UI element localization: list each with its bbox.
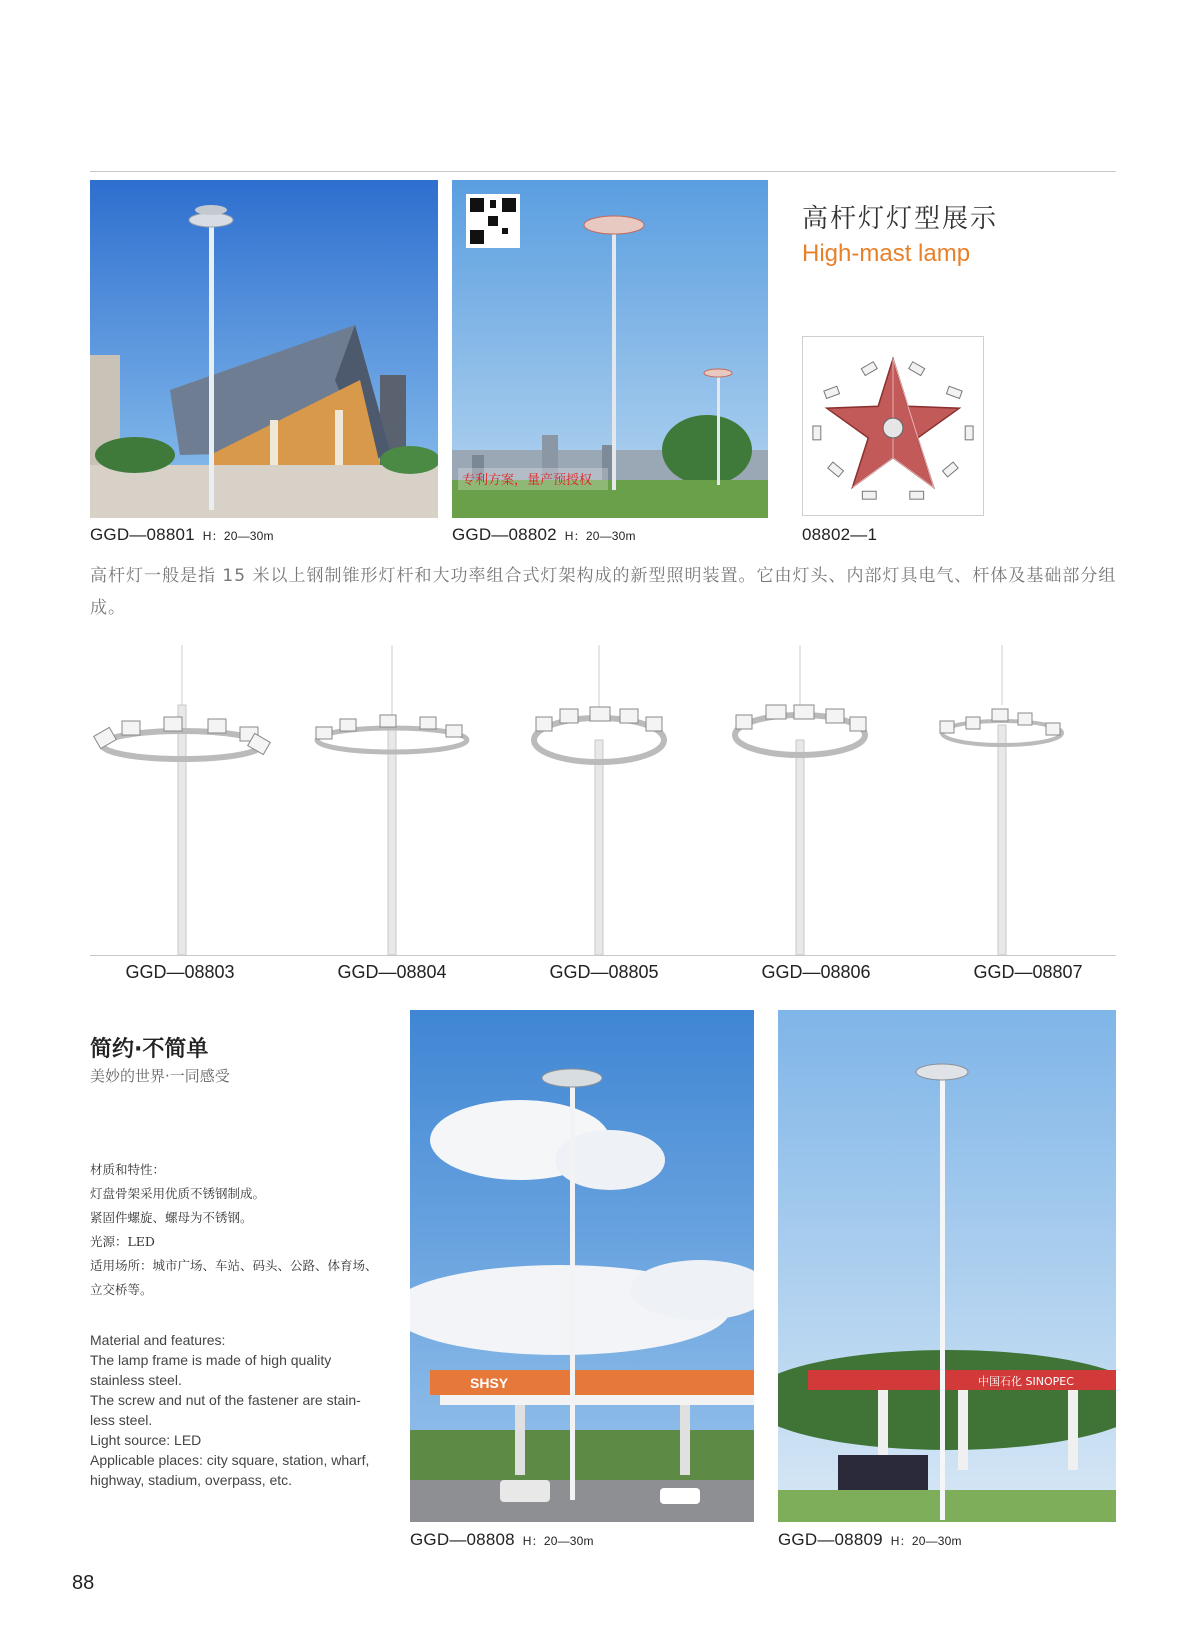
model-label-ggd-08808: GGD—08808 H：20—30m (410, 1530, 594, 1549)
slogan-title: 简约·不简单 (90, 1037, 209, 1062)
photo-ggd-08808 (410, 1010, 754, 1522)
model-label-ggd-08802: GGD—08802 H：20—30m (452, 525, 636, 544)
photo-ggd-08801 (90, 180, 438, 518)
features-cn-line: 灯盘骨架采用优质不锈钢制成。 (90, 1186, 266, 1201)
lamp-row (90, 645, 1116, 955)
features-cn-line: 紧固件螺旋、螺母为不锈钢。 (90, 1210, 253, 1225)
model-label-ggd-08809: GGD—08809 H：20—30m (778, 1530, 962, 1549)
photo-ggd-08802 (452, 180, 768, 518)
lamp-row-rule (90, 955, 1116, 956)
photo-banner-text: 专利方案，量产预授权 (462, 473, 593, 488)
features-en-line: less steel. (90, 1412, 153, 1428)
lamp-render-ggd-08803 (94, 645, 271, 955)
features-en-line: stainless steel. (90, 1372, 182, 1388)
slogan-subtitle: 美妙的世界·一同感受 (90, 1067, 230, 1085)
model-label-ggd-08801: GGD—08801 H：20—30m (90, 525, 274, 544)
lamp-label-ggd-08803: GGD—08803 (125, 962, 235, 982)
page-number: 88 (72, 1572, 95, 1594)
station-sign-sinopec: 中国石化 SINOPEC (978, 1375, 1074, 1388)
page-title-en: High-mast lamp (802, 240, 971, 267)
features-cn-line: 光源：LED (90, 1234, 155, 1249)
photo-ggd-08809 (778, 1010, 1116, 1522)
lamp-label-ggd-08804: GGD—08804 (337, 962, 447, 982)
lamp-render-ggd-08807 (940, 645, 1062, 955)
features-en-line: The lamp frame is made of high quality (90, 1352, 332, 1368)
lamp-render-ggd-08804 (316, 645, 467, 955)
intro-paragraph: 高杆灯一般是指 15 米以上钢制锥形灯杆和大功率组合式灯架构成的新型照明装置。它由灯头、内部灯具电气、杆体及基础部分组成。 (90, 566, 1117, 618)
features-cn-line: 立交桥等。 (90, 1282, 153, 1297)
features-cn-line: 适用场所：城市广场、车站、码头、公路、体育场、 (90, 1258, 378, 1273)
lamp-render-ggd-08805 (534, 645, 664, 955)
lamp-label-ggd-08807: GGD—08807 (973, 962, 1083, 982)
features-cn-line: 材质和特性： (90, 1162, 166, 1177)
lamp-render-ggd-08806 (735, 645, 866, 955)
lamp-label-ggd-08806: GGD—08806 (761, 962, 871, 982)
features-en-line: Material and features: (90, 1332, 226, 1348)
features-en-line: Applicable places: city square, station, wharf, (90, 1452, 370, 1468)
top-rule (90, 171, 1116, 172)
features-en (90, 1330, 400, 1490)
page-title-cn: 高杆灯灯型展示 (802, 204, 999, 234)
model-label-08802-1: 08802—1 (802, 525, 878, 544)
lamp-label-ggd-08805: GGD—08805 (549, 962, 659, 982)
features-cn (90, 1158, 400, 1302)
photo-08802-1-star-frame (802, 336, 984, 516)
features-en-line: The screw and nut of the fastener are stain- (90, 1392, 361, 1408)
features-en-line: Light source: LED (90, 1432, 202, 1448)
station-sign-shsy: SHSY (470, 1375, 509, 1391)
features-en-line: highway, stadium, overpass, etc. (90, 1472, 293, 1488)
